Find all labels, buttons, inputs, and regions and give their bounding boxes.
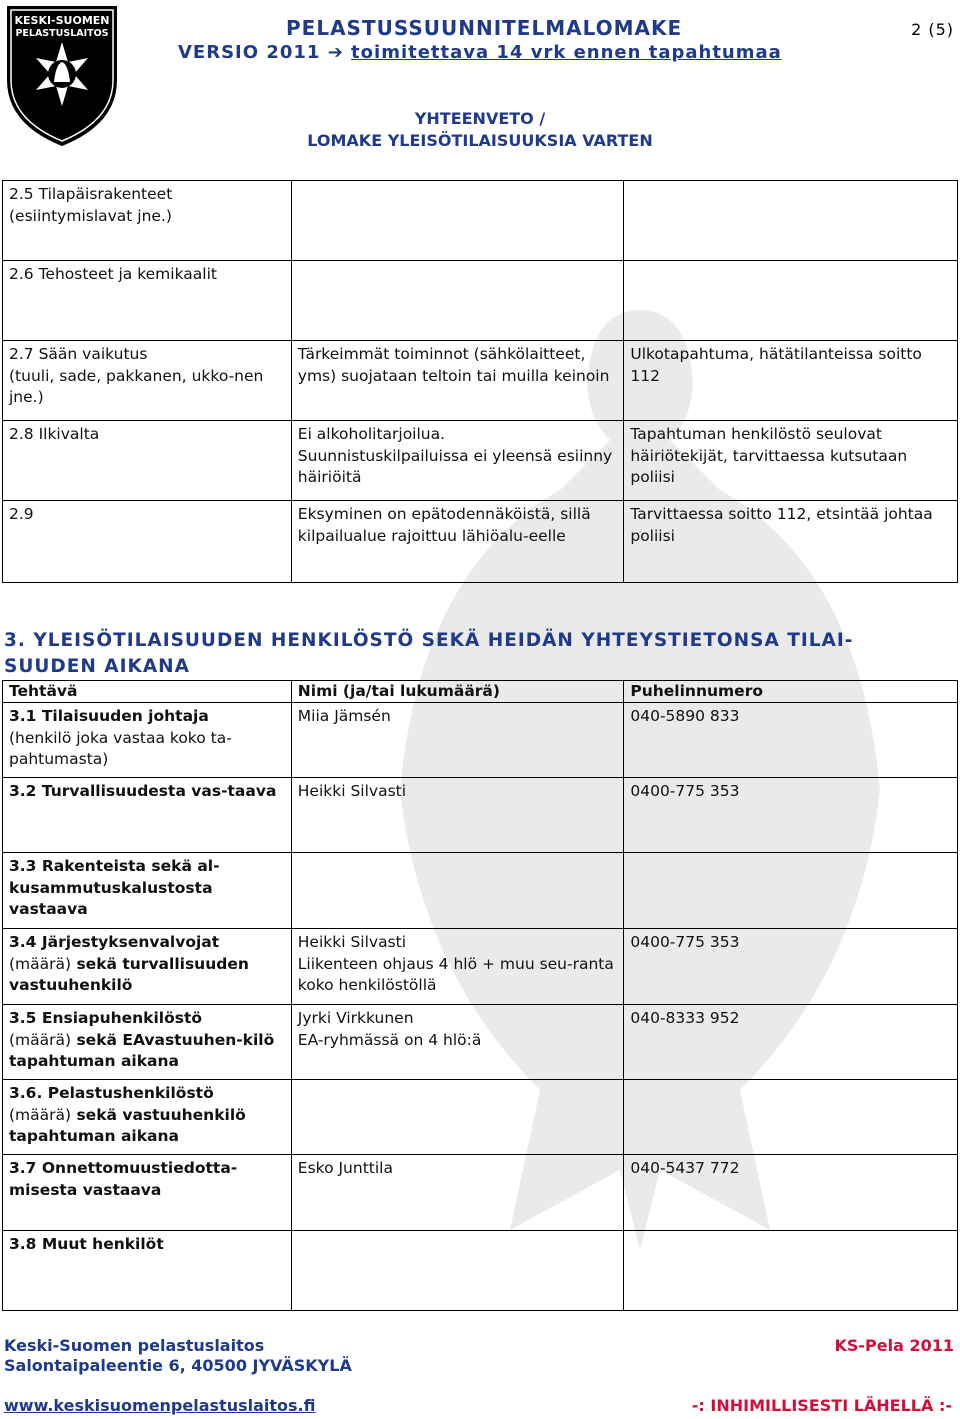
- footer-org: Keski-Suomen pelastuslaitos: [4, 1336, 265, 1355]
- logo-text-top: KESKI-SUOMEN: [14, 14, 110, 27]
- task-title: 3.6. Pelastushenkilöstö: [9, 1084, 214, 1102]
- footer-website-link[interactable]: www.keskisuomenpelastuslaitos.fi: [4, 1396, 316, 1415]
- task-cell: [3, 703, 292, 778]
- task-cell: [3, 1155, 292, 1231]
- person-note: EA-ryhmässä on 4 hlö:ä: [297, 1030, 482, 1049]
- task-cell: [3, 1080, 292, 1155]
- footer-slogan: -: INHIMILLISESTI LÄHELLÄ :-: [691, 1396, 952, 1415]
- form-title: PELASTUSSUUNNITELMALOMAKE: [286, 16, 683, 40]
- phone-cell: 0400-775 353: [624, 778, 958, 853]
- phone-cell: 040-5890 833: [624, 703, 958, 778]
- col-header-phone: Puhelinnumero: [624, 681, 958, 703]
- task-title: 3.7 Onnettomuustiedotta-misesta vastaava: [9, 1159, 238, 1199]
- version-prefix: VERSIO 2011: [178, 42, 328, 63]
- risk-response: [624, 181, 958, 261]
- risk-label: 2.8 Ilkivalta: [3, 421, 292, 501]
- table-row: [3, 501, 958, 583]
- risk-action: Eksyminen on epätodennäköistä, sillä kilpailualue rajoittuu lähiöalu-eelle: [291, 501, 624, 583]
- phone-cell: 0400-775 353: [624, 929, 958, 1005]
- risk-table: [2, 180, 958, 583]
- task-responsible: sekä turvallisuuden vastuuhenkilö: [9, 954, 249, 994]
- name-cell: Esko Junttila: [291, 1155, 624, 1231]
- phone-cell: [624, 1080, 958, 1155]
- table-row: [3, 929, 958, 1005]
- table-row: [3, 1231, 958, 1311]
- task-title: 3.1 Tilaisuuden johtaja: [9, 707, 209, 725]
- table-row: [3, 853, 958, 929]
- phone-cell: [624, 853, 958, 929]
- task-quantity: (määrä): [9, 954, 72, 973]
- footer-brand: KS-Pela 2011: [834, 1336, 954, 1355]
- name-cell: Miia Jämsén: [291, 703, 624, 778]
- task-cell: [3, 1231, 292, 1311]
- risk-response: Ulkotapahtuma, hätätilanteissa soitto 112: [624, 341, 958, 421]
- risk-action: [291, 261, 624, 341]
- task-title: 3.3 Rakenteista sekä al-kusammutuskalustosta vastaava: [9, 857, 220, 918]
- task-responsible: sekä vastuuhenkilö tapahtuman aikana: [9, 1105, 246, 1145]
- table-row: [3, 421, 958, 501]
- table-row: [3, 341, 958, 421]
- task-cell: [3, 853, 292, 929]
- name-cell: Heikki Silvasti: [291, 778, 624, 853]
- table-row: [3, 703, 958, 778]
- table-row: [3, 778, 958, 853]
- deadline-link[interactable]: toimitettava 14 vrk ennen tapahtumaa: [351, 42, 782, 63]
- risk-label: [3, 341, 292, 421]
- risk-action: Tärkeimmät toiminnot (sähkölaitteet, yms) suojataan teltoin tai muilla keinoin: [291, 341, 624, 421]
- task-quantity: (määrä): [9, 1030, 72, 1049]
- task-cell: [3, 929, 292, 1005]
- summary-heading: [0, 108, 960, 152]
- footer-address: Salontaipaleentie 6, 40500 JYVÄSKYLÄ: [4, 1356, 352, 1375]
- name-cell: [291, 853, 624, 929]
- person-note: Liikenteen ohjaus 4 hlö + muu seu-ranta koko henkilöstöllä: [297, 954, 614, 994]
- task-cell: [3, 1005, 292, 1080]
- phone-cell: [624, 1231, 958, 1311]
- logo-text-bottom: PELASTUSLAITOS: [15, 28, 109, 39]
- name-cell: [291, 1005, 624, 1080]
- col-header-task: Tehtävä: [3, 681, 292, 703]
- table-row: [3, 1155, 958, 1231]
- task-detail: (henkilö joka vastaa koko ta-pahtumasta): [9, 728, 232, 768]
- version-line: [178, 42, 782, 63]
- risk-action: [291, 181, 624, 261]
- risk-label: 2.9: [3, 501, 292, 583]
- risk-response: Tarvittaessa soitto 112, etsintää johtaa poliisi: [624, 501, 958, 583]
- summary-line-2: LOMAKE YLEISÖTILAISUUKSIA VARTEN: [307, 131, 653, 150]
- table-row: [3, 1080, 958, 1155]
- table-row: [3, 261, 958, 341]
- table-header-row: [3, 681, 958, 703]
- phone-cell: 040-8333 952: [624, 1005, 958, 1080]
- task-title: 3.8 Muut henkilöt: [9, 1235, 164, 1253]
- task-cell: [3, 778, 292, 853]
- task-responsible: sekä EAvastuuhen-kilö tapahtuman aikana: [9, 1030, 275, 1070]
- staff-table: [2, 680, 958, 1311]
- page-number: 2 (5): [911, 20, 954, 39]
- risk-label: 2.6 Tehosteet ja kemikaalit: [3, 261, 292, 341]
- arrow-icon: ➔: [327, 42, 352, 63]
- section-3-title: 3. YLEISÖTILAISUUDEN HENKILÖSTÖ SEKÄ HEIDÄN YHTEYSTIETONSA TILAI-SUUDEN AIKANA: [4, 630, 854, 677]
- task-title: 3.2 Turvallisuudesta vas-taava: [9, 782, 277, 800]
- table-row: [3, 181, 958, 261]
- task-title: 3.4 Järjestyksenvalvojat: [9, 933, 220, 951]
- task-title: 3.5 Ensiapuhenkilöstö: [9, 1009, 203, 1027]
- risk-response: Tapahtuman henkilöstö seulovat häiriötekijät, tarvittaessa kutsutaan poliisi: [624, 421, 958, 501]
- summary-line-1: YHTEENVETO /: [414, 109, 546, 128]
- risk-label-title: 2.7 Sään vaikutus: [9, 345, 148, 363]
- person-name: Jyrki Virkkunen: [297, 1009, 414, 1027]
- risk-label-detail: (tuuli, sade, pakkanen, ukko-nen jne.): [9, 366, 264, 406]
- task-quantity: (määrä): [9, 1105, 72, 1124]
- risk-action: Ei alkoholitarjoilua. Suunnistuskilpailuissa ei yleensä esiinny häiriöitä: [291, 421, 624, 501]
- risk-response: [624, 261, 958, 341]
- name-cell: [291, 1231, 624, 1311]
- name-cell: [291, 929, 624, 1005]
- person-name: Heikki Silvasti: [297, 933, 407, 951]
- name-cell: [291, 1080, 624, 1155]
- phone-cell: 040-5437 772: [624, 1155, 958, 1231]
- risk-label: 2.5 Tilapäisrakenteet (esiintymislavat jne.): [3, 181, 292, 261]
- col-header-name: Nimi (ja/tai lukumäärä): [291, 681, 624, 703]
- table-row: [3, 1005, 958, 1080]
